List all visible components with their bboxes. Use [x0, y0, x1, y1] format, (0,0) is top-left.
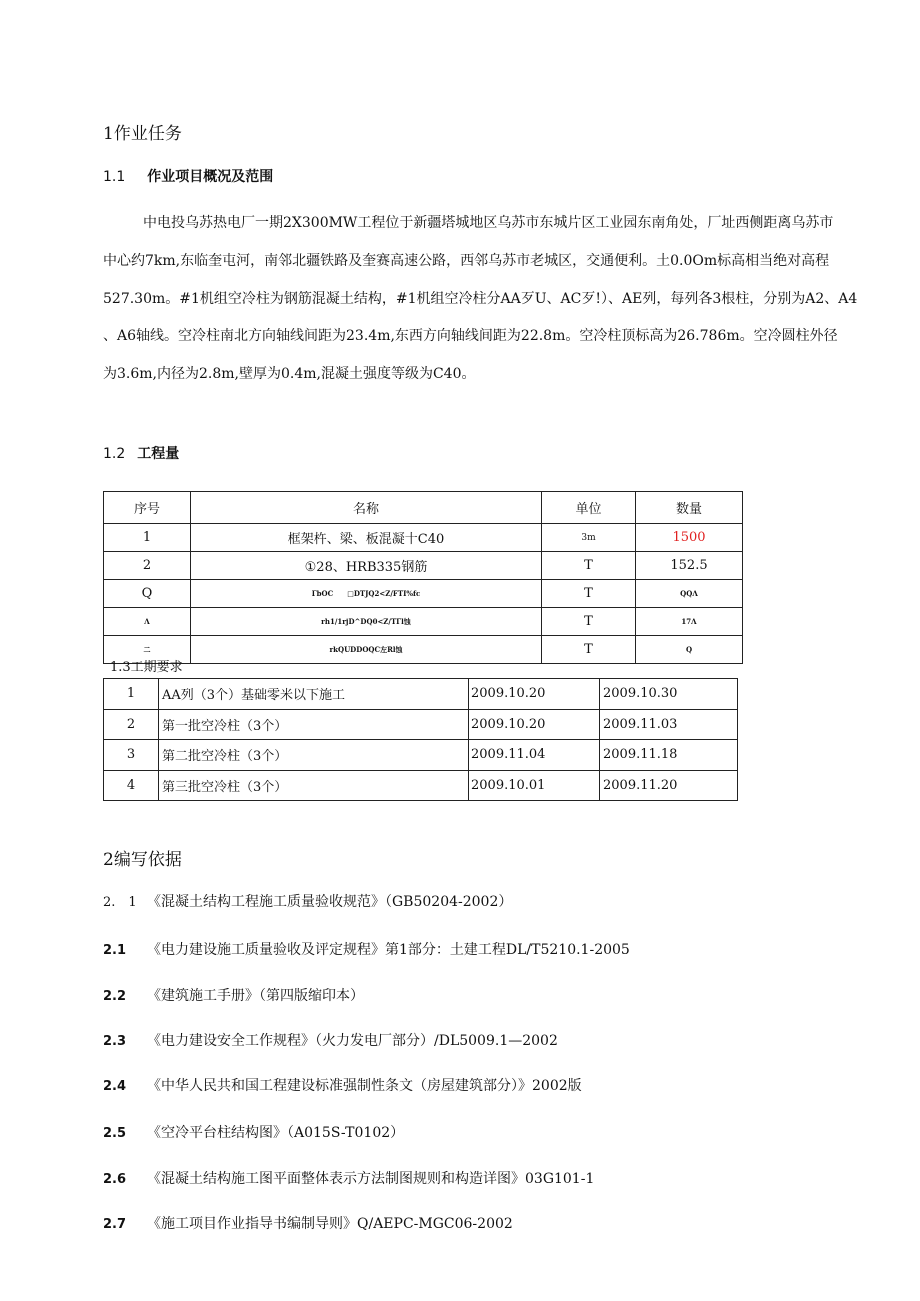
reference-number: 2.4 [103, 1079, 127, 1094]
cell-index: 2 [104, 552, 191, 580]
subsection-1-2-heading [103, 443, 179, 463]
reference-text: 《施工项目作业指导书编制导则》Q/AEPC-MGC06-2002 [147, 1216, 513, 1232]
header-cell-quantity: 数量 [636, 492, 743, 524]
reference-item [103, 1122, 404, 1142]
cell-end-date: 2009.11.18 [600, 740, 738, 771]
cell-task: 第三批空冷柱（3个） [159, 770, 469, 801]
table-header-row [104, 492, 743, 524]
reference-item [103, 891, 512, 911]
paragraph-line: 中心约7km,东临奎屯河，南邻北疆铁路及奎赛高速公路，西邻乌苏市老城区，交通便利。土0.0Om标高相当绝对高程 [103, 252, 830, 269]
cell-start-date: 2009.10.01 [469, 770, 600, 801]
cell-name: rh1/1rjD^DQ0<Z/TΓl蚀 [191, 608, 542, 636]
subsection-1-1-number: 1.1 [103, 169, 126, 185]
table-row [104, 552, 743, 580]
paragraph-line: 、A6轴线。空冷柱南北方向轴线间距为23.4m,东西方向轴线间距为22.8m。空冷柱顶标高为26.786m。空冷圆柱外径 [103, 328, 838, 345]
table-row [104, 524, 743, 552]
section-1-title: 1作业任务 [103, 124, 182, 144]
cell-index: 二 [104, 636, 191, 664]
cell-index: Q [104, 580, 191, 608]
cell-index: Λ [104, 608, 191, 636]
reference-item [103, 1213, 513, 1233]
table-row [104, 679, 738, 710]
cell-task: 第一批空冷柱（3个） [159, 709, 469, 740]
cell-start-date: 2009.10.20 [469, 709, 600, 740]
paragraph-line: 中电投乌苏热电厂一期2X300MW工程位于新疆塔城地区乌苏市东城片区工业园东南角处，厂址西侧距离乌苏市 [143, 215, 834, 231]
reference-number: 2.7 [103, 1217, 127, 1232]
reference-text: 《电力建设安全工作规程》（火力发电厂部分）/DL5009.1—2002 [147, 1033, 558, 1049]
cell-task: AA列（3个）基础零米以下施工 [159, 679, 469, 710]
table-row [104, 770, 738, 801]
table-row [104, 580, 743, 608]
reference-number: 2.2 [103, 989, 127, 1004]
table-row [104, 709, 738, 740]
header-cell-name: 名称 [191, 492, 542, 524]
reference-item [103, 1030, 558, 1050]
subsection-1-1-heading [103, 166, 273, 186]
table-row [104, 636, 743, 664]
paragraph-line: 527.30m。#1机组空冷柱为钢筋混凝土结构，#1机组空冷柱分AA歹U、AC歹!）、AE列，每列各3根柱，分别为A2、A4 [103, 290, 858, 307]
reference-item [103, 1075, 582, 1095]
cell-unit: 3m [542, 524, 636, 552]
header-cell-unit: 单位 [542, 492, 636, 524]
cell-quantity: 1500 [636, 524, 743, 552]
cell-quantity: Q [636, 636, 743, 664]
table-row [104, 740, 738, 771]
cell-end-date: 2009.11.20 [600, 770, 738, 801]
cell-quantity: 152.5 [636, 552, 743, 580]
cell-end-date: 2009.10.30 [600, 679, 738, 710]
cell-name: rkQUDDOQC左Rl蚀 [191, 636, 542, 664]
subsection-1-1-title: 作业项目概况及范围 [147, 169, 274, 185]
cell-index: 4 [104, 770, 159, 801]
reference-item [103, 1168, 594, 1188]
cell-quantity: 17Λ [636, 608, 743, 636]
reference-item [103, 985, 364, 1005]
subsection-1-3-title: 1.3工期要求 [110, 660, 183, 675]
reference-text: 《电力建设施工质量验收及评定规程》第1部分：土建工程DL/T5210.1-2005 [147, 942, 630, 958]
paragraph-line: 为3.6m,内径为2.8m,壁厚为0.4m,混凝土强度等级为C40。 [103, 366, 476, 383]
cell-index: 1 [104, 524, 191, 552]
cell-name: 框架杵、梁、板混凝十C40 [191, 524, 542, 552]
schedule-table [103, 678, 738, 801]
reference-number: 2.6 [103, 1172, 127, 1187]
cell-index: 2 [104, 709, 159, 740]
cell-quantity: QQΛ [636, 580, 743, 608]
reference-number: 2. 1 [103, 895, 137, 910]
cell-index: 3 [104, 740, 159, 771]
reference-item [103, 939, 630, 959]
reference-text: 《建筑施工手册》（第四版缩印本） [147, 988, 364, 1004]
cell-unit: T [542, 608, 636, 636]
table-row [104, 608, 743, 636]
cell-name: ΓbOC □DTJQ2<Z/FTI%fc [191, 580, 542, 608]
reference-text: 《中华人民共和国工程建设标准强制性条文（房屋建筑部分）》2002版 [147, 1078, 582, 1094]
cell-unit: T [542, 580, 636, 608]
cell-end-date: 2009.11.03 [600, 709, 738, 740]
section-2-title: 2编写依据 [103, 850, 182, 870]
reference-number: 2.1 [103, 943, 127, 958]
subsection-1-2-number: 1.2 [103, 446, 126, 462]
header-cell-index: 序号 [104, 492, 191, 524]
cell-unit: T [542, 636, 636, 664]
reference-text: 《混凝土结构工程施工质量验收规范》（GB50204-2002） [147, 894, 513, 910]
reference-number: 2.3 [103, 1034, 127, 1049]
subsection-1-2-title: 工程量 [137, 446, 180, 462]
cell-index: 1 [104, 679, 159, 710]
quantity-table [103, 491, 743, 664]
cell-unit: T [542, 552, 636, 580]
project-overview-paragraph [103, 205, 863, 394]
reference-text: 《空冷平台柱结构图》（A015S-T0102） [147, 1125, 405, 1141]
cell-start-date: 2009.10.20 [469, 679, 600, 710]
reference-number: 2.5 [103, 1126, 127, 1141]
cell-name: ①28、HRB335钢筋 [191, 552, 542, 580]
reference-text: 《混凝土结构施工图平面整体表示方法制图规则和构造详图》03G101-1 [147, 1171, 595, 1187]
cell-start-date: 2009.11.04 [469, 740, 600, 771]
cell-task: 第二批空冷柱（3个） [159, 740, 469, 771]
